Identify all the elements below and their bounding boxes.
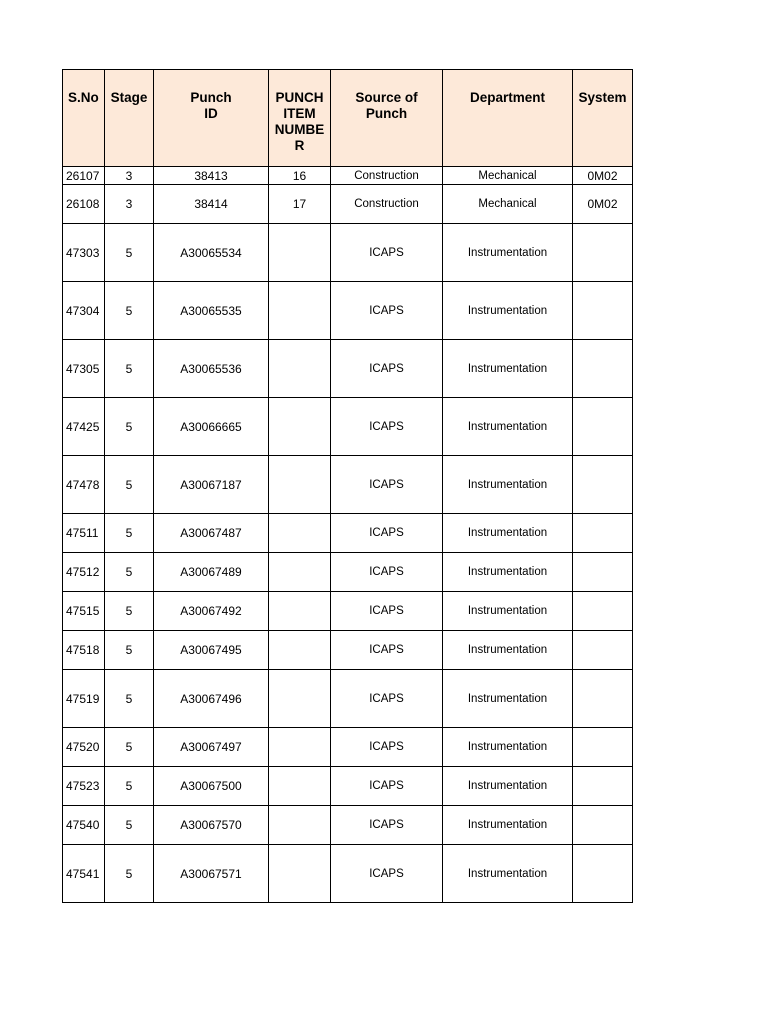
cell-punch-item-number — [269, 282, 331, 340]
cell-source-of-punch: ICAPS — [331, 456, 443, 514]
cell-punch-item-number — [269, 553, 331, 592]
cell-sno: 47512 — [63, 553, 105, 592]
cell-source-of-punch: ICAPS — [331, 728, 443, 767]
cell-source-of-punch: ICAPS — [331, 845, 443, 903]
table-row — [63, 553, 633, 592]
header-source-line1: Source of — [355, 90, 418, 105]
cell-department: Instrumentation — [443, 806, 573, 845]
cell-punch-id: A30067187 — [154, 456, 269, 514]
cell-source-of-punch: ICAPS — [331, 592, 443, 631]
table-row — [63, 167, 633, 185]
header-punch-item-line3: NUMBE — [274, 122, 325, 137]
cell-stage: 5 — [105, 728, 154, 767]
header-punch-item-number — [269, 70, 331, 167]
cell-source-of-punch: ICAPS — [331, 514, 443, 553]
cell-sno: 26107 — [63, 167, 105, 185]
cell-punch-item-number — [269, 224, 331, 282]
cell-stage: 5 — [105, 224, 154, 282]
cell-system — [573, 845, 633, 903]
table-row — [63, 806, 633, 845]
cell-source-of-punch: ICAPS — [331, 553, 443, 592]
table-row — [63, 514, 633, 553]
cell-sno: 26108 — [63, 185, 105, 224]
cell-department: Instrumentation — [443, 631, 573, 670]
cell-punch-id: A30065534 — [154, 224, 269, 282]
cell-source-of-punch: ICAPS — [331, 340, 443, 398]
cell-punch-id: A30067497 — [154, 728, 269, 767]
cell-stage: 3 — [105, 185, 154, 224]
cell-source-of-punch: Construction — [331, 167, 443, 185]
cell-stage: 5 — [105, 845, 154, 903]
header-source-of-punch — [331, 70, 443, 167]
cell-punch-item-number — [269, 806, 331, 845]
cell-system — [573, 224, 633, 282]
cell-sno: 47303 — [63, 224, 105, 282]
cell-punch-item-number — [269, 340, 331, 398]
cell-system — [573, 728, 633, 767]
cell-punch-item-number — [269, 728, 331, 767]
cell-system — [573, 806, 633, 845]
table-row — [63, 631, 633, 670]
table-row — [63, 398, 633, 456]
cell-punch-id: A30067495 — [154, 631, 269, 670]
cell-punch-item-number — [269, 592, 331, 631]
cell-sno: 47425 — [63, 398, 105, 456]
cell-stage: 5 — [105, 456, 154, 514]
cell-department: Instrumentation — [443, 845, 573, 903]
header-stage-label: Stage — [110, 90, 148, 105]
cell-department: Instrumentation — [443, 398, 573, 456]
cell-system: 0M02 — [573, 185, 633, 224]
cell-sno: 47515 — [63, 592, 105, 631]
cell-department: Instrumentation — [443, 224, 573, 282]
cell-sno: 47518 — [63, 631, 105, 670]
cell-punch-id: A30065536 — [154, 340, 269, 398]
cell-punch-item-number — [269, 456, 331, 514]
cell-sno: 47478 — [63, 456, 105, 514]
cell-source-of-punch: Construction — [331, 185, 443, 224]
cell-system — [573, 456, 633, 514]
cell-punch-item-number — [269, 631, 331, 670]
cell-stage: 5 — [105, 670, 154, 728]
cell-department: Mechanical — [443, 167, 573, 185]
table-row — [63, 728, 633, 767]
cell-punch-id: A30067500 — [154, 767, 269, 806]
cell-sno: 47523 — [63, 767, 105, 806]
header-punch-id-line1: Punch — [190, 90, 232, 105]
cell-department: Instrumentation — [443, 553, 573, 592]
table-row — [63, 845, 633, 903]
cell-system — [573, 631, 633, 670]
cell-sno: 47541 — [63, 845, 105, 903]
cell-stage: 5 — [105, 767, 154, 806]
cell-stage: 5 — [105, 282, 154, 340]
header-stage — [105, 70, 154, 167]
cell-sno: 47540 — [63, 806, 105, 845]
cell-punch-item-number — [269, 670, 331, 728]
cell-stage: 5 — [105, 398, 154, 456]
cell-source-of-punch: ICAPS — [331, 398, 443, 456]
header-punch-item-line1: PUNCH — [275, 90, 324, 105]
cell-system — [573, 398, 633, 456]
header-system — [573, 70, 633, 167]
cell-source-of-punch: ICAPS — [331, 806, 443, 845]
cell-department: Mechanical — [443, 185, 573, 224]
table-row — [63, 670, 633, 728]
cell-punch-item-number — [269, 514, 331, 553]
punch-list-table — [62, 69, 633, 903]
cell-punch-id: A30067487 — [154, 514, 269, 553]
cell-stage: 3 — [105, 167, 154, 185]
cell-source-of-punch: ICAPS — [331, 282, 443, 340]
table-row — [63, 282, 633, 340]
cell-stage: 5 — [105, 340, 154, 398]
cell-department: Instrumentation — [443, 767, 573, 806]
cell-stage: 5 — [105, 553, 154, 592]
cell-sno: 47519 — [63, 670, 105, 728]
cell-system: 0M02 — [573, 167, 633, 185]
cell-department: Instrumentation — [443, 340, 573, 398]
table-row — [63, 592, 633, 631]
cell-punch-id: A30066665 — [154, 398, 269, 456]
table-body — [63, 167, 633, 903]
cell-punch-item-number: 17 — [269, 185, 331, 224]
header-department — [443, 70, 573, 167]
cell-department: Instrumentation — [443, 670, 573, 728]
table-row — [63, 340, 633, 398]
header-row — [63, 70, 633, 167]
cell-source-of-punch: ICAPS — [331, 631, 443, 670]
cell-punch-item-number — [269, 845, 331, 903]
header-sno — [63, 70, 105, 167]
header-department-label: Department — [469, 90, 545, 105]
cell-punch-item-number: 16 — [269, 167, 331, 185]
cell-stage: 5 — [105, 806, 154, 845]
cell-system — [573, 340, 633, 398]
cell-sno: 47520 — [63, 728, 105, 767]
cell-sno: 47305 — [63, 340, 105, 398]
cell-stage: 5 — [105, 631, 154, 670]
cell-source-of-punch: ICAPS — [331, 670, 443, 728]
cell-system — [573, 514, 633, 553]
table-row — [63, 456, 633, 514]
cell-punch-id: A30067496 — [154, 670, 269, 728]
cell-source-of-punch: ICAPS — [331, 767, 443, 806]
cell-sno: 47511 — [63, 514, 105, 553]
header-system-label: System — [578, 90, 627, 105]
cell-system — [573, 767, 633, 806]
cell-punch-id: 38413 — [154, 167, 269, 185]
cell-stage: 5 — [105, 592, 154, 631]
table-row — [63, 185, 633, 224]
cell-department: Instrumentation — [443, 456, 573, 514]
header-punch-id — [154, 70, 269, 167]
cell-system — [573, 553, 633, 592]
cell-department: Instrumentation — [443, 592, 573, 631]
header-source-line2: Punch — [365, 106, 408, 121]
cell-department: Instrumentation — [443, 728, 573, 767]
header-punch-item-line2: ITEM — [283, 106, 316, 121]
cell-punch-item-number — [269, 767, 331, 806]
cell-punch-item-number — [269, 398, 331, 456]
table-row — [63, 767, 633, 806]
cell-punch-id: A30067570 — [154, 806, 269, 845]
header-sno-label: S.No — [68, 90, 99, 105]
cell-punch-id: A30067571 — [154, 845, 269, 903]
header-punch-item-line4: R — [294, 138, 305, 153]
cell-system — [573, 592, 633, 631]
header-punch-id-line2: ID — [204, 106, 218, 121]
cell-source-of-punch: ICAPS — [331, 224, 443, 282]
cell-punch-id: A30067492 — [154, 592, 269, 631]
cell-stage: 5 — [105, 514, 154, 553]
cell-department: Instrumentation — [443, 514, 573, 553]
cell-system — [573, 670, 633, 728]
cell-system — [573, 282, 633, 340]
cell-punch-id: A30065535 — [154, 282, 269, 340]
cell-punch-id: 38414 — [154, 185, 269, 224]
cell-department: Instrumentation — [443, 282, 573, 340]
table-row — [63, 224, 633, 282]
cell-punch-id: A30067489 — [154, 553, 269, 592]
cell-sno: 47304 — [63, 282, 105, 340]
